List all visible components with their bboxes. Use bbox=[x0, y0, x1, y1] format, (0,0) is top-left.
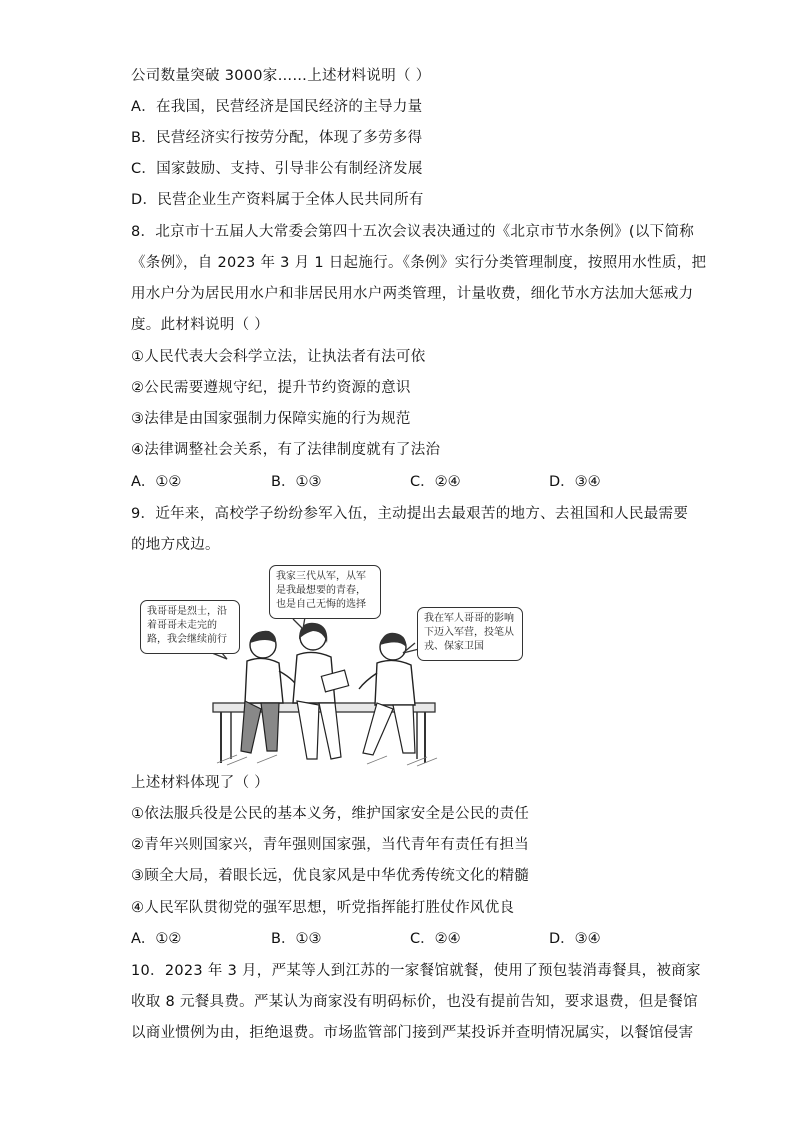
q8-line-4: 度。此材料说明（ ） bbox=[131, 317, 270, 333]
q9-statement-1: ①依法服兵役是公民的基本义务，维护国家安全是公民的责任 bbox=[131, 806, 530, 822]
q9-prompt: 上述材料体现了（ ） bbox=[131, 775, 270, 791]
q9-choice-a: A．①② bbox=[131, 931, 182, 947]
q8-statement-1: ①人民代表大会科学立法，让执法者有法可依 bbox=[131, 349, 426, 365]
speech-bubble-middle: 我家三代从军，从军是我最想要的青春，也是自己无悔的选择 bbox=[269, 565, 381, 619]
q7-option-a: A．在我国，民营经济是国民经济的主导力量 bbox=[131, 99, 423, 115]
q9-statement-4: ④人民军队贯彻党的强军思想，听党指挥能打胜仗作风优良 bbox=[131, 900, 515, 916]
q8-statement-2: ②公民需要遵规守纪，提升节约资源的意识 bbox=[131, 380, 411, 396]
q8-line-3: 用水户分为居民用水户和非居民用水户两类管理，计量收费，细化节水方法加大惩戒力 bbox=[131, 286, 694, 302]
q7-option-d: D．民营企业生产资料属于全体人民共同所有 bbox=[131, 192, 424, 208]
q9-line-1: 9．近年来，高校学子纷纷参军入伍，主动提出去最艰苦的地方、去祖国和人民最需要 bbox=[131, 506, 689, 522]
speech-bubble-right: 我在军人哥哥的影响下迈入军营，投笔从戎、保家卫国 bbox=[417, 607, 523, 661]
q9-choice-c: C．②④ bbox=[410, 931, 461, 947]
q7-stem-tail: 公司数量突破 3000家……上述材料说明（ ） bbox=[131, 68, 431, 84]
q8-line-1: 8．北京市十五届人大常委会第四十五次会议表决通过的《北京市节水条例》(以下简称 bbox=[131, 224, 695, 240]
q8-choice-c: C．②④ bbox=[410, 474, 461, 490]
q10-line-2: 收取 8 元餐具费。严某认为商家没有明码标价，也没有提前告知，要求退费，但是餐馆 bbox=[131, 994, 698, 1010]
q9-line-2: 的地方戍边。 bbox=[131, 537, 220, 553]
q7-option-c: C．国家鼓励、支持、引导非公有制经济发展 bbox=[131, 161, 423, 177]
q8-choice-d: D．③④ bbox=[549, 474, 601, 490]
q9-choice-b: B．①③ bbox=[271, 931, 322, 947]
q9-illustration bbox=[137, 563, 529, 771]
q8-statement-3: ③法律是由国家强制力保障实施的行为规范 bbox=[131, 411, 411, 427]
q8-choice-a: A．①② bbox=[131, 474, 182, 490]
q8-choice-b: B．①③ bbox=[271, 474, 322, 490]
speech-bubble-left: 我哥哥是烈士，沿着哥哥未走完的路，我会继续前行 bbox=[140, 600, 240, 654]
q10-line-3: 以商业惯例为由，拒绝退费。市场监管部门接到严某投诉并查明情况属实，以餐馆侵害 bbox=[131, 1025, 694, 1041]
q9-statement-2: ②青年兴则国家兴，青年强则国家强，当代青年有责任有担当 bbox=[131, 837, 530, 853]
q8-statement-4: ④法律调整社会关系，有了法律制度就有了法治 bbox=[131, 442, 441, 458]
q10-line-1: 10．2023 年 3 月，严某等人到江苏的一家餐馆就餐，使用了预包装消毒餐具，被商家 bbox=[131, 963, 701, 979]
q9-choice-d: D．③④ bbox=[549, 931, 601, 947]
q9-statement-3: ③顾全大局，着眼长远，优良家风是中华优秀传统文化的精髓 bbox=[131, 868, 530, 884]
q8-line-2: 《条例》，自 2023 年 3 月 1 日起施行。《条例》实行分类管理制度，按照用水性质，把 bbox=[131, 255, 707, 271]
q7-option-b: B．民营经济实行按劳分配，体现了多劳多得 bbox=[131, 130, 423, 146]
